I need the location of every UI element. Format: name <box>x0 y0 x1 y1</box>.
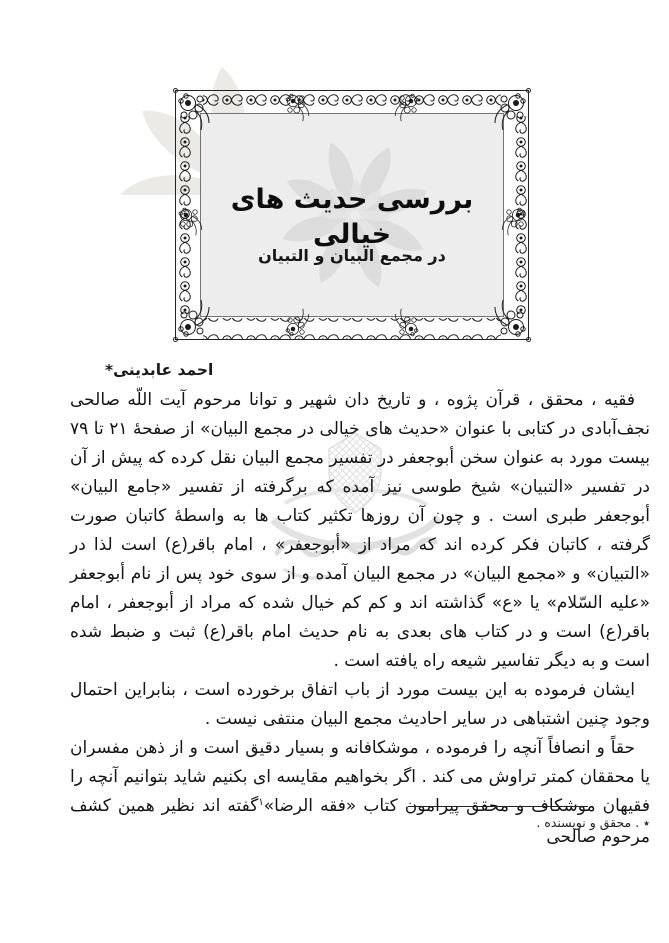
footnote-label: محقق و نویسنده . <box>536 815 632 830</box>
article-subtitle: در مجمع البیان و التبیان <box>258 246 446 265</box>
author-line <box>105 361 213 379</box>
author-asterisk-marker: * <box>105 361 114 379</box>
paragraph-3-text-cont: گفته اند نظیر همین کشف مرحوم صالحی <box>70 796 650 847</box>
author-name: احمد عابدینی <box>113 361 214 379</box>
title-frame <box>173 88 531 342</box>
footnote <box>536 815 650 830</box>
footnote-ref-1: ۱ <box>258 797 264 808</box>
footnote-separator <box>408 806 588 807</box>
paragraph-3 <box>70 734 650 852</box>
footnote-asterisk-marker: ٭ . <box>635 815 650 830</box>
paragraph-3-text: حقاً و انصافاً آنچه را فرموده ، موشکافانه و بسیار دقیق است و از ذهن مفسران یا محققان کمتر تراوش می کند . اگر بخواهیم مقایسه ای بکنیم شاید بتوانیم آنچه را فقیهان موشکاف و محقق پیرامون کتاب «فقه الرضا» <box>70 738 650 816</box>
article-title: بررسی حدیث های خیالی <box>230 184 474 251</box>
article-body <box>70 386 650 852</box>
paragraph-1: فقیه ، محقق ، قرآن پژوه ، و تاریخ دان شهیر و توانا مرحوم آیت اللّه صالحی نجف‌آبادی در کتابی با عنوان «حدیث های خیالی در مجمع البیان» از صفحهٔ ۲۱ تا ۷۹ بیست مورد به عنوان سخن أبوجعفر در تفسیر مجمع البیان نقل کرده که پیش از آن در تفسیر «التبیان» شیخ طوسی نیز آمده که برگرفته از تفسیر «جامع البیان» أبوجعفر طبری است . و چون آن روزها تکثیر کتاب ها به واسطهٔ کاتبان صورت گرفته ، کاتبان فکر کرده اند که مراد از «أبوجعفر» ، امام باقر(ع) است لذا در «التبیان» و «مجمع البیان» در مجمع البیان آمده و از سوی خود پس از نام أبوجعفر «علیه السّلام» یا «ع» گذاشته اند و کم کم خیال شده که مراد از أبوجعفر ، امام باقر(ع) است و در کتاب های بعدی به نام حدیث امام باقر(ع) ثبت و ضبط شده است و به دیگر تفاسیر شیعه راه یافته است . <box>70 390 651 671</box>
paragraph-2: ایشان فرموده به این بیست مورد از باب اتفاق برخورده است ، بنابراین احتمال وجود چنین اشتباهی در سایر احادیث مجمع البیان منتفی نیست . <box>70 680 650 729</box>
